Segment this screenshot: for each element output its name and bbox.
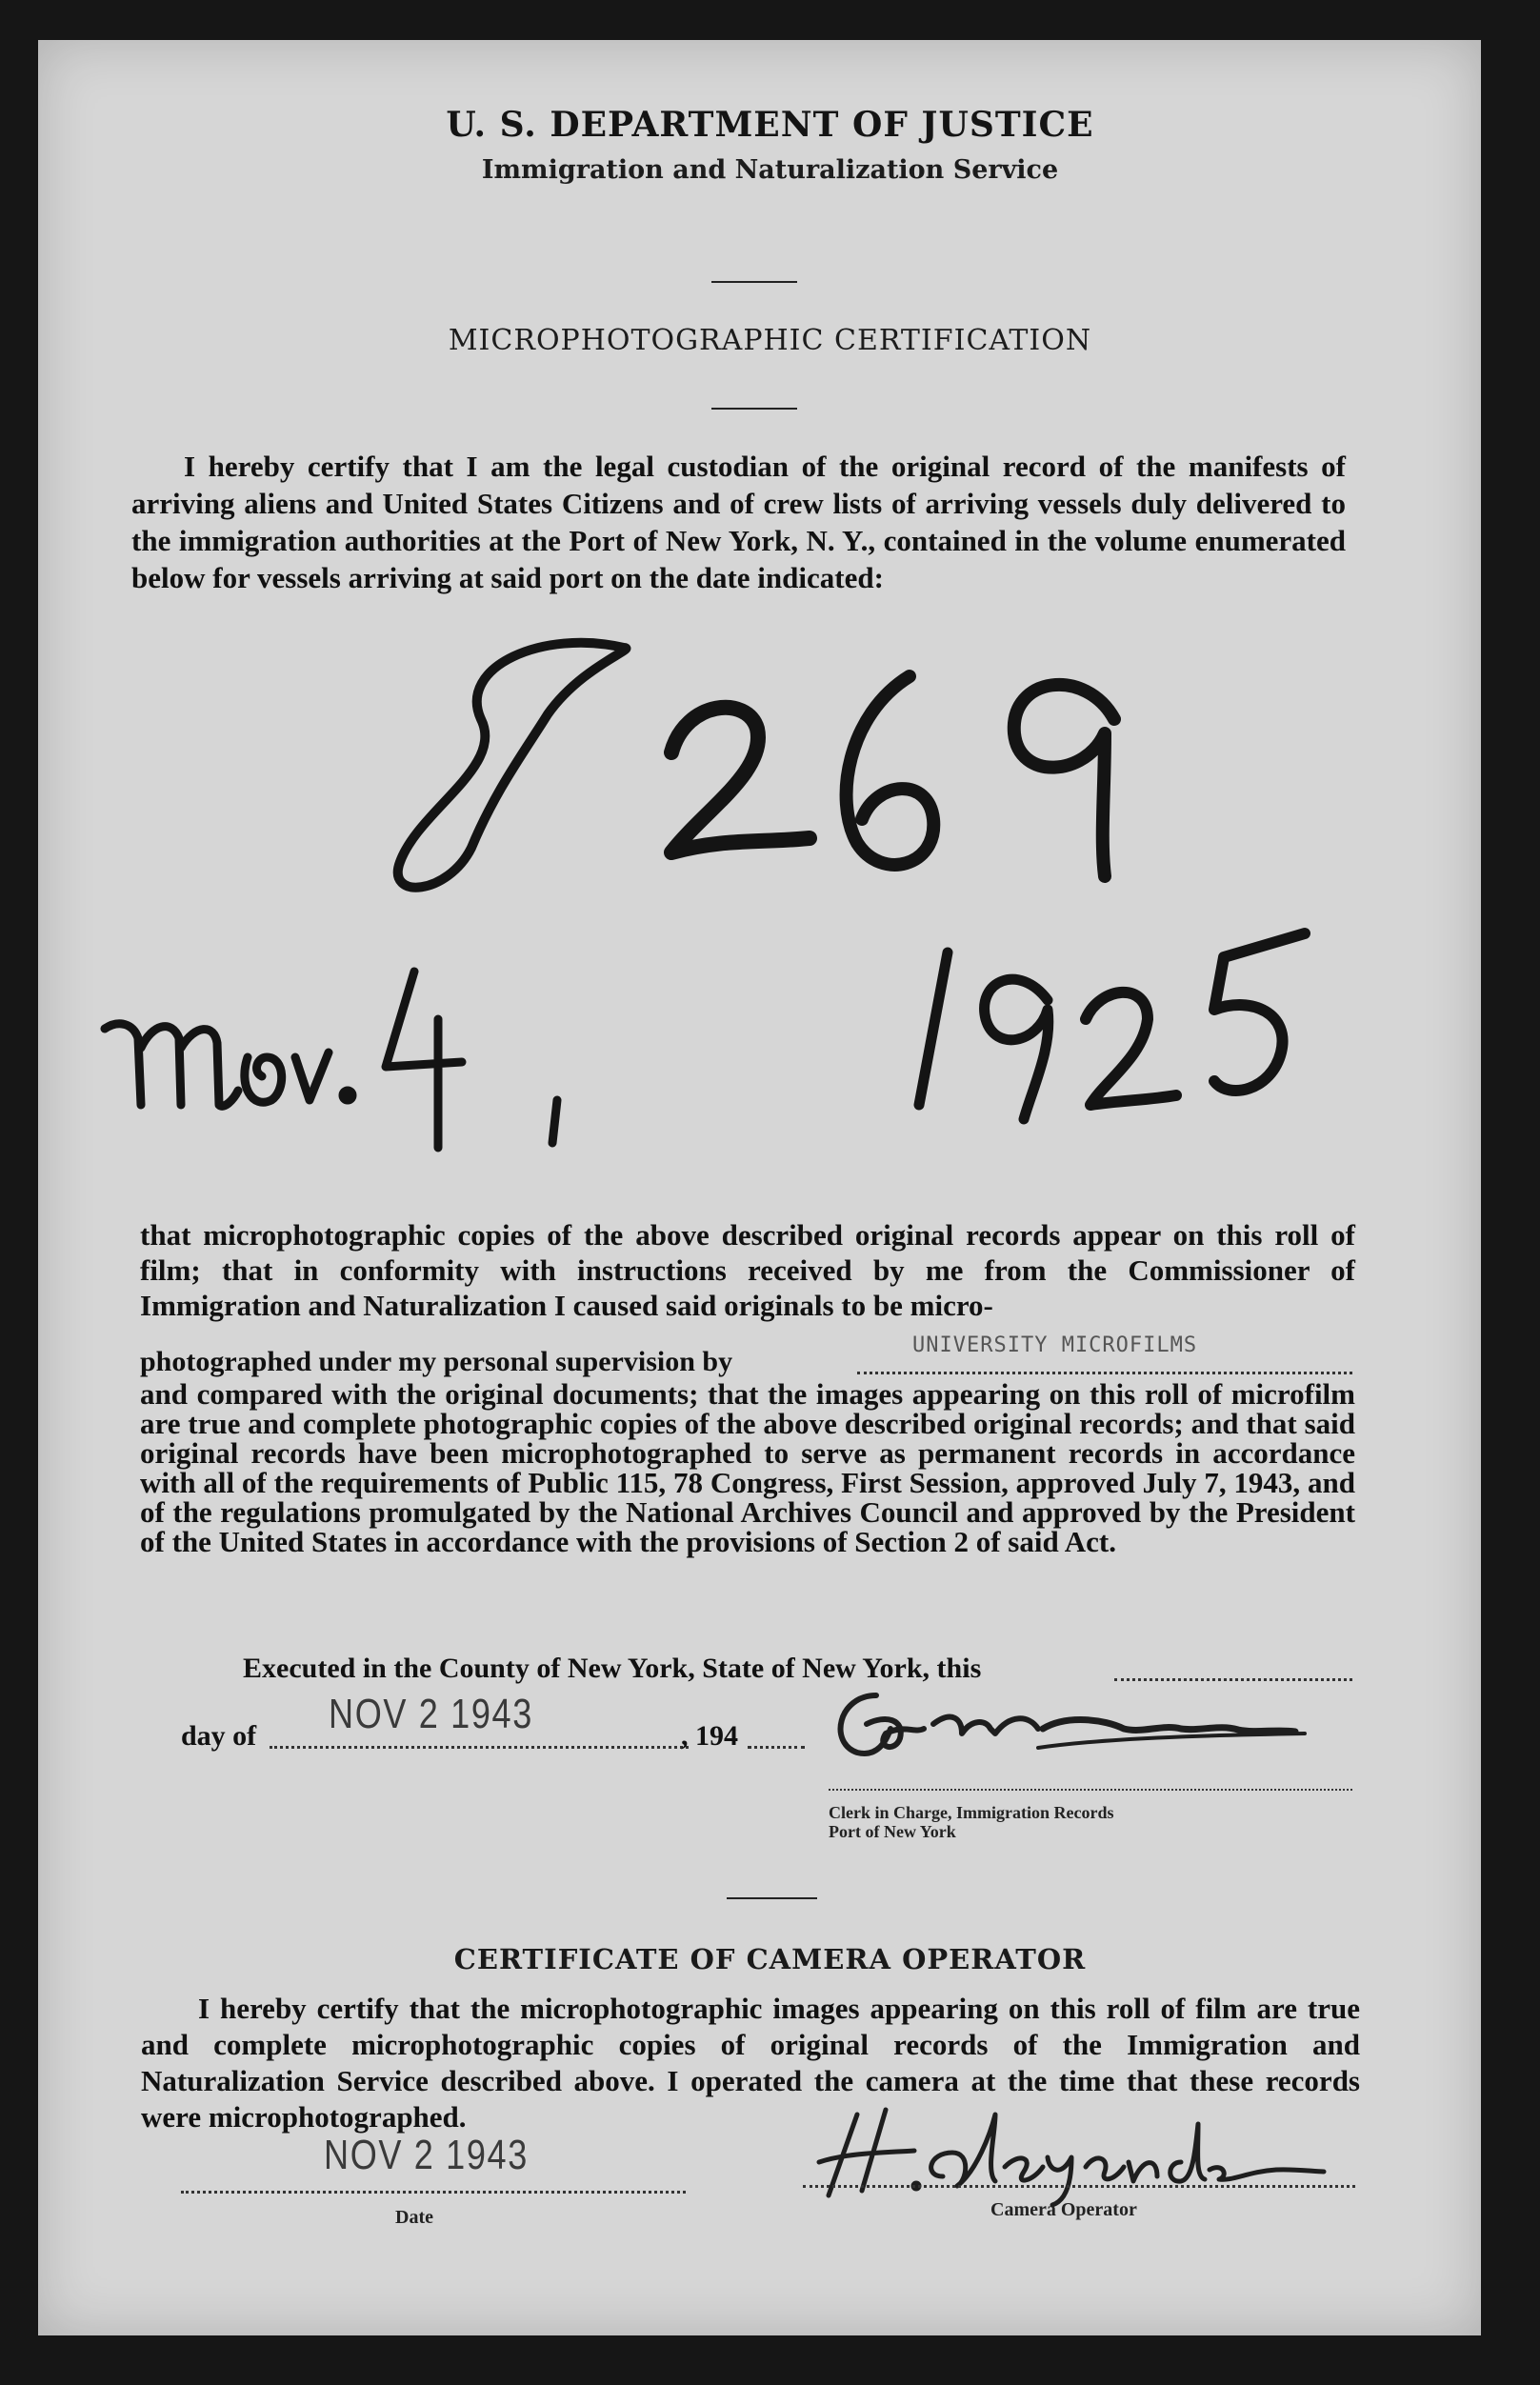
camera-date-line [181,2191,686,2194]
camera-operator-line [803,2185,1355,2188]
header-divider-bottom [711,408,797,410]
clerk-title-line1: Clerk in Charge, Immigration Records [829,1803,1114,1822]
service-heading: Immigration and Naturalization Service [481,155,1059,185]
clerk-title-line2: Port of New York [829,1822,956,1841]
photographed-by-label: photographed under my personal supervision by [140,1346,733,1377]
certification-date-stamp: NOV 2 1943 [329,1691,533,1737]
certification-intro-text: I hereby certify that I am the legal custodian of the original record of the manifests of arriving aliens and United States Citizens and of crew lists of arriving vessels duly delivered to the immigration authorities at the Port of New York, N. Y., contained in the volume enumerated below for vessels arriving at said port on the date indicated: [131,450,1346,594]
day-of-label: day of [181,1720,257,1752]
camera-operator-text: I hereby certify that the microphotographic images appearing on this roll of film are true and complete microphotographic copies of original records of the Immigration and Naturalization Service described above. I operated the camera at the time that these records were microphotographed. [141,1992,1360,2134]
date-label: Date [395,2207,433,2228]
handwritten-arrival-date [95,914,1333,1191]
clerk-signature [819,1676,1314,1781]
photographed-by-value: UNIVERSITY MICROFILMS [912,1333,1198,1357]
day-of-line [270,1746,689,1749]
header-divider-top [711,281,797,283]
department-heading: U. S. DEPARTMENT OF JUSTICE [446,105,1094,145]
camera-operator-label: Camera Operator [990,2199,1137,2220]
camera-operator-signature [800,2095,1333,2210]
photographed-by-line [857,1372,1352,1374]
camera-operator-date-stamp: NOV 2 1943 [324,2132,529,2178]
form-title: MICROPHOTOGRAPHIC CERTIFICATION [448,324,1092,357]
executed-text: Executed in the County of New York, State of New York, this [243,1653,982,1684]
year-line [748,1746,805,1749]
handwritten-volume-number [381,610,1219,905]
year-prefix: , 194 [681,1720,738,1752]
section-divider [727,1897,817,1899]
clerk-signature-line [829,1789,1352,1791]
certification-body-text-2: and compared with the original documents; that the images appearing on this roll of microfilm are true and complete photographic copies of the above described original records; and that said original records have been microphotographed to serve as permanent records in accordance with all of the requirements of Public 115, 78 Congress, First Session, approved July 7, 1943, and of the regulations promulgated by the National Archives Council and approved by the President of the United States in accordance with the provisions of Section 2 of said Act. [140,1377,1355,1558]
camera-operator-heading: CERTIFICATE OF CAMERA OPERATOR [453,1943,1087,1975]
certification-body-text-1: that microphotographic copies of the above described original records appear on this roll of film; that in conformity with instructions received by me from the Commissioner of Immigration and Naturalization I caused said originals to be micro- [140,1218,1355,1322]
